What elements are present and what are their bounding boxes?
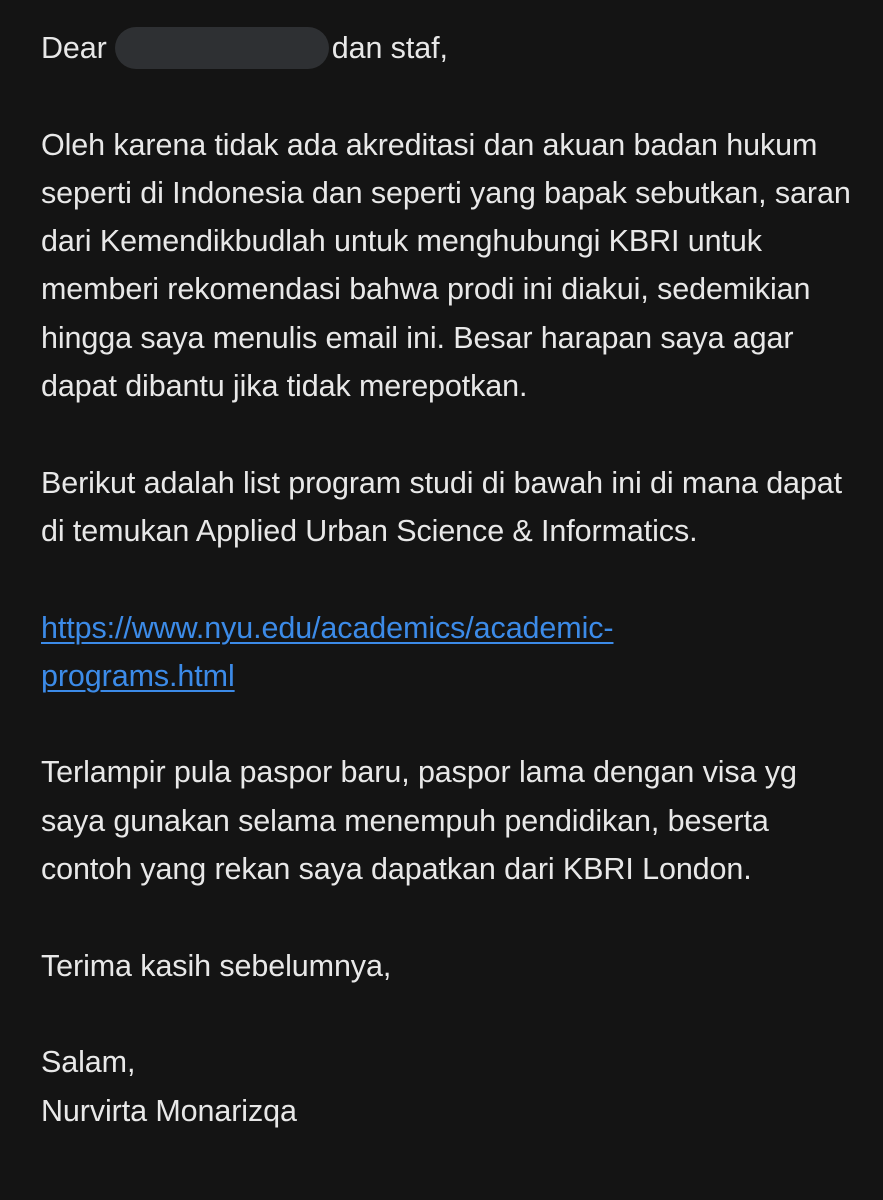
greeting-salutation: Dear xyxy=(41,31,107,65)
body-paragraph-attachments: Terlampir pula paspor baru, paspor lama dengan visa yg saya gunakan selama menempuh pendidikan, beserta contoh yang rekan saya dapatkan dari KBRI London. xyxy=(41,755,797,887)
greeting xyxy=(41,24,856,72)
closing-line: Terima kasih sebelumnya, xyxy=(41,948,392,983)
email-body xyxy=(41,24,856,1135)
sender-signature: Nurvirta Monarizqa xyxy=(41,1093,297,1128)
signoff xyxy=(41,1038,856,1135)
redacted-recipient-name xyxy=(115,27,329,69)
program-link-line2[interactable]: programs.html xyxy=(41,658,235,693)
signoff-salam: Salam, xyxy=(41,1045,136,1080)
greeting-suffix: dan staf, xyxy=(331,31,448,65)
program-link[interactable] xyxy=(41,604,856,701)
body-paragraph-accreditation: Oleh karena tidak ada akreditasi dan akuan badan hukum seperti di Indonesia dan seperti yang bapak sebutkan, saran dari Kemendikbudlah untuk menghubungi KBRI untuk memberi rekomendasi bahwa prodi ini diakui, sedemikian hingga saya menulis email ini. Besar harapan saya agar dapat dibantu jika tidak merepotkan. xyxy=(41,127,851,404)
body-paragraph-program-list: Berikut adalah list program studi di bawah ini di mana dapat di temukan Applied Urban Science & Informatics. xyxy=(41,465,843,548)
program-link-line1[interactable]: https://www.nyu.edu/academics/academic- xyxy=(41,610,614,645)
